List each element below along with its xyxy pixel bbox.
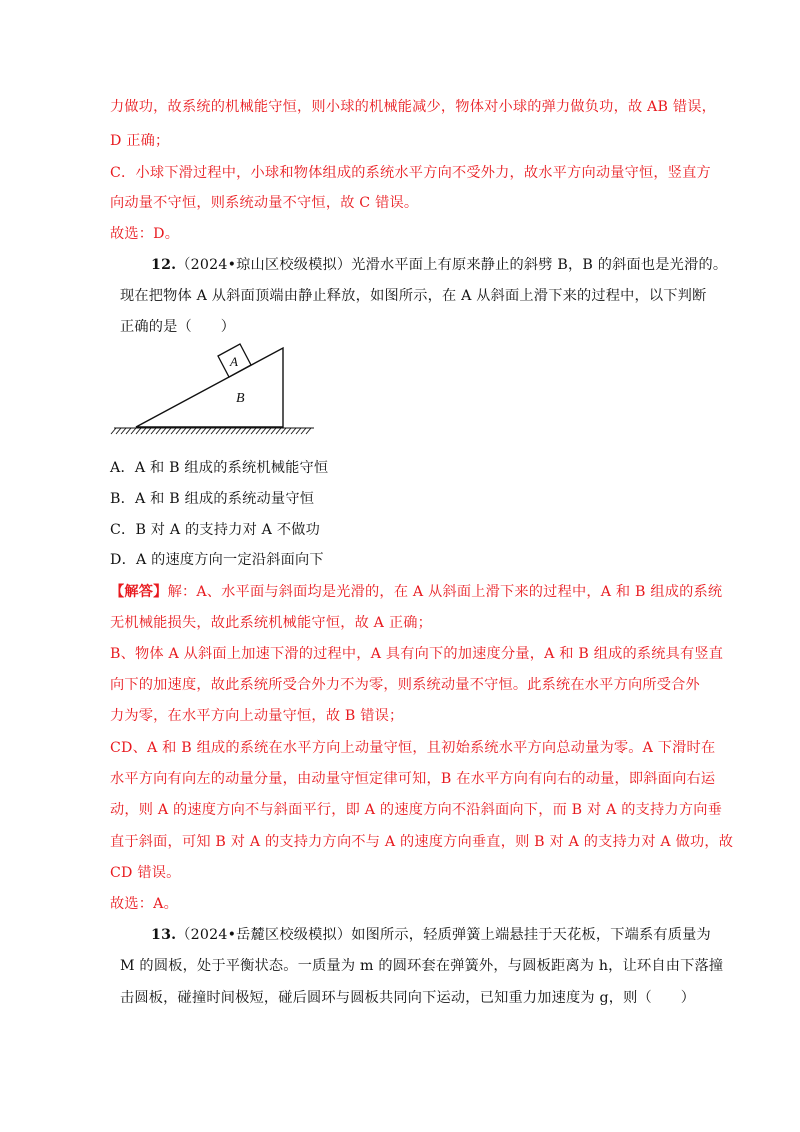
question-12-stem-text: （2024•琼山区校级模拟）光滑水平面上有原来静止的斜劈 B，B 的斜面也是光滑的。: [176, 257, 728, 273]
solution-line-2: 无机械能损失，故此系统机械能守恒，故 A 正确；: [110, 615, 433, 631]
hatch-mark: [231, 428, 236, 434]
hatch-mark: [166, 428, 171, 434]
question-13-number: 13.: [151, 927, 177, 943]
solution-line-6: CD、A 和 B 组成的系统在水平方向上动量守恒，且初始系统水平方向总动量为零。A 下滑时在: [110, 740, 716, 756]
label-a: A: [230, 354, 238, 369]
hatch-mark: [241, 428, 246, 434]
hatch-mark: [221, 428, 226, 434]
option-b: B．A 和 B 组成的系统动量守恒: [110, 491, 315, 507]
hatch-mark: [216, 428, 221, 434]
hatch-mark: [266, 428, 271, 434]
option-c: C．B 对 A 的支持力对 A 不做功: [110, 522, 320, 538]
question-13-stem-line-3: 击圆板，碰撞时间极短，碰后圆环与圆板共同向下运动，已知重力加速度为 g，则（ ）: [120, 990, 696, 1006]
solution-line-8: 动，则 A 的速度方向不与斜面平行，即 A 的速度方向不沿斜面向下，而 B 对 A 的支持力方向垂: [110, 802, 722, 818]
hatch-mark: [151, 428, 156, 434]
solution-tag: 【解答】: [110, 584, 168, 600]
question-12-stem-line-1: [151, 255, 727, 275]
hatch-mark: [301, 428, 306, 434]
solution-line-4: 向下的加速度，故此系统所受合外力不为零，则系统动量不守恒。此系统在水平方向所受合外: [110, 677, 700, 693]
hatch-mark: [126, 428, 131, 434]
hatch-mark: [196, 428, 201, 434]
hatch-mark: [206, 428, 211, 434]
label-b: B: [236, 391, 245, 406]
hatch-mark: [116, 428, 121, 434]
hatch-mark: [256, 428, 261, 434]
prev-solution-line-1: 力做功，故系统的机械能守恒，则小球的机械能减少，物体对小球的弹力做负功，故 AB 错误，: [110, 99, 716, 115]
hatch-mark: [176, 428, 181, 434]
hatch-mark: [181, 428, 186, 434]
question-13-stem-line-1: [151, 925, 711, 945]
option-a: A．A 和 B 组成的系统机械能守恒: [110, 460, 329, 476]
hatch-mark: [136, 428, 141, 434]
hatch-mark: [121, 428, 126, 434]
hatch-mark: [276, 428, 281, 434]
solution-answer: 故选：A。: [110, 896, 178, 912]
prev-solution-line-3: C．小球下滑过程中，小球和物体组成的系统水平方向不受外力，故水平方向动量守恒，竖直方: [110, 165, 711, 181]
solution-line-10: CD 错误。: [110, 865, 181, 881]
solution-line-5: 力为零，在水平方向上动量守恒，故 B 错误；: [110, 708, 404, 724]
wedge-b: [136, 348, 283, 427]
hatch-mark: [111, 428, 116, 434]
hatch-mark: [171, 428, 176, 434]
hatch-mark: [226, 428, 231, 434]
hatch-mark: [296, 428, 301, 434]
solution-line-7: 水平方向有向左的动量分量，由动量守恒定律可知，B 在水平方向有向右的动量，即斜面向右运: [110, 771, 716, 787]
question-13-stem-text: （2024•岳麓区校级模拟）如图所示，轻质弹簧上端悬挂于天花板，下端系有质量为: [176, 927, 711, 943]
hatch-mark: [306, 428, 311, 434]
hatch-mark: [271, 428, 276, 434]
question-12-stem-line-3: 正确的是（ ）: [120, 319, 236, 335]
hatch-mark: [156, 428, 161, 434]
hatch-mark: [211, 428, 216, 434]
hatch-mark: [131, 428, 136, 434]
question-12-stem-line-2: 现在把物体 A 从斜面顶端由静止释放，如图所示，在 A 从斜面上滑下来的过程中，以下判断: [120, 288, 707, 304]
solution-line-9: 直于斜面，可知 B 对 A 的支持力方向不与 A 的速度方向垂直，则 B 对 A 的支持力对 A 做功，故: [110, 834, 734, 850]
hatch-mark: [186, 428, 191, 434]
hatch-mark: [286, 428, 291, 434]
prev-solution-answer: 故选：D。: [110, 226, 180, 242]
option-d: D．A 的速度方向一定沿斜面向下: [110, 552, 324, 568]
hatch-mark: [261, 428, 266, 434]
prev-solution-line-4: 向动量不守恒，则系统动量不守恒，故 C 错误。: [110, 195, 419, 211]
solution-text-1: 解：A、水平面与斜面均是光滑的，在 A 从斜面上滑下来的过程中，A 和 B 组成的系统: [167, 584, 723, 600]
hatch-mark: [146, 428, 151, 434]
question-13-stem-line-2: M 的圆板，处于平衡状态。一质量为 m 的圆环套在弹簧外，与圆板距离为 h，让环自由下落撞: [120, 958, 724, 974]
hatch-mark: [291, 428, 296, 434]
hatch-mark: [236, 428, 241, 434]
hatch-mark: [201, 428, 206, 434]
hatch-mark: [191, 428, 196, 434]
hatch-mark: [161, 428, 166, 434]
incline-figure: [110, 340, 320, 438]
question-12-number: 12.: [151, 257, 177, 273]
solution-line-1: [110, 582, 722, 602]
hatch-mark: [251, 428, 256, 434]
hatch-mark: [246, 428, 251, 434]
solution-line-3: B、物体 A 从斜面上加速下滑的过程中，A 具有向下的加速度分量，A 和 B 组成的系统具有竖直: [110, 646, 724, 662]
hatch-mark: [281, 428, 286, 434]
hatch-mark: [141, 428, 146, 434]
prev-solution-line-2: D 正确；: [110, 133, 170, 149]
